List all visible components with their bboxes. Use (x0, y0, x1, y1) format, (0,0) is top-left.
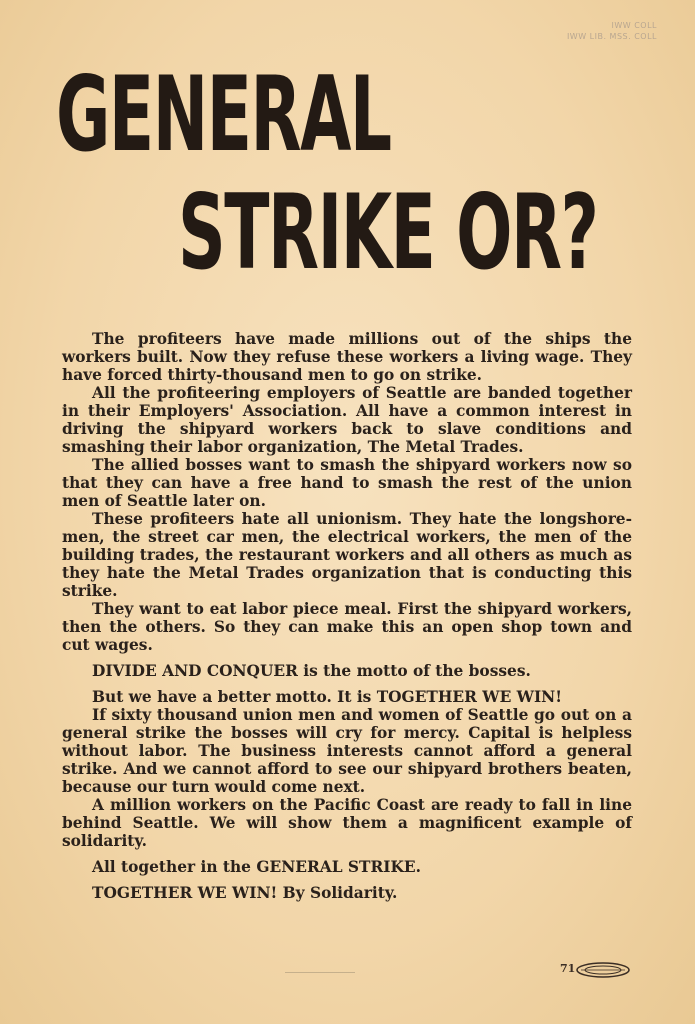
headline-general: GENERAL (56, 55, 391, 175)
paragraph-all-together: All together in the GENERAL STRIKE. (92, 858, 421, 876)
paragraph-piece-meal: They want to eat labor piece meal. First the shipyard workers, then the others. So they can make this an open shop town and cut wages. (62, 600, 632, 654)
paragraph-allied-bosses: The allied bosses want to smash the shipyard workers now so that they can have a free hand to smash the rest of the union men of Seattle later on. (62, 456, 632, 510)
archive-stamp (567, 20, 657, 42)
stamp-line-2: IWW LIB. MSS. COLL (566, 32, 657, 41)
paragraph-divide-conquer: DIVIDE AND CONQUER is the motto of the bosses. (92, 662, 531, 680)
paragraph-pacific-coast: A million workers on the Pacific Coast are ready to fall in line behind Seattle. We will show them a magnificent example of solidarity. (62, 796, 632, 850)
paragraph-employers-association: All the profiteering employers of Seattle are banded together in their Employers' Association. All have a common interest in driving the shipyard workers back to slave conditions and smashing their labor organization, The Metal Trades. (62, 384, 632, 456)
paragraph-profiteers: The profiteers have made millions out of the ships the workers built. Now they refuse these workers a living wage. They have forced thirty-thousand men to go on strike. (62, 330, 632, 384)
union-label-icon (575, 961, 631, 979)
paragraph-better-motto: But we have a better motto. It is TOGETHER WE WIN! (92, 688, 562, 706)
stamp-line-1: IWW COLL (611, 21, 657, 30)
footer-divider (285, 972, 355, 973)
union-label-number: 71 (560, 962, 576, 975)
headline-strike-or: STRIKE OR? (178, 173, 598, 293)
paragraph-hate-unionism: These profiteers hate all unionism. They hate the longshore-men, the street car men, the electrical workers, the men of the building trades, the restaurant workers and all others as much as they hate the Metal Trades organization that is conducting this strike. (62, 510, 632, 600)
paragraph-sixty-thousand: If sixty thousand union men and women of Seattle go out on a general strike the bosses will cry for mercy. Capital is helpless without labor. The business interests cannot afford a general strike. And we cannot afford to see our shipyard brothers beaten, because our turn would come next. (62, 706, 632, 796)
poster-body (62, 330, 632, 902)
paragraph-together-we-win: TOGETHER WE WIN! By Solidarity. (92, 884, 398, 902)
